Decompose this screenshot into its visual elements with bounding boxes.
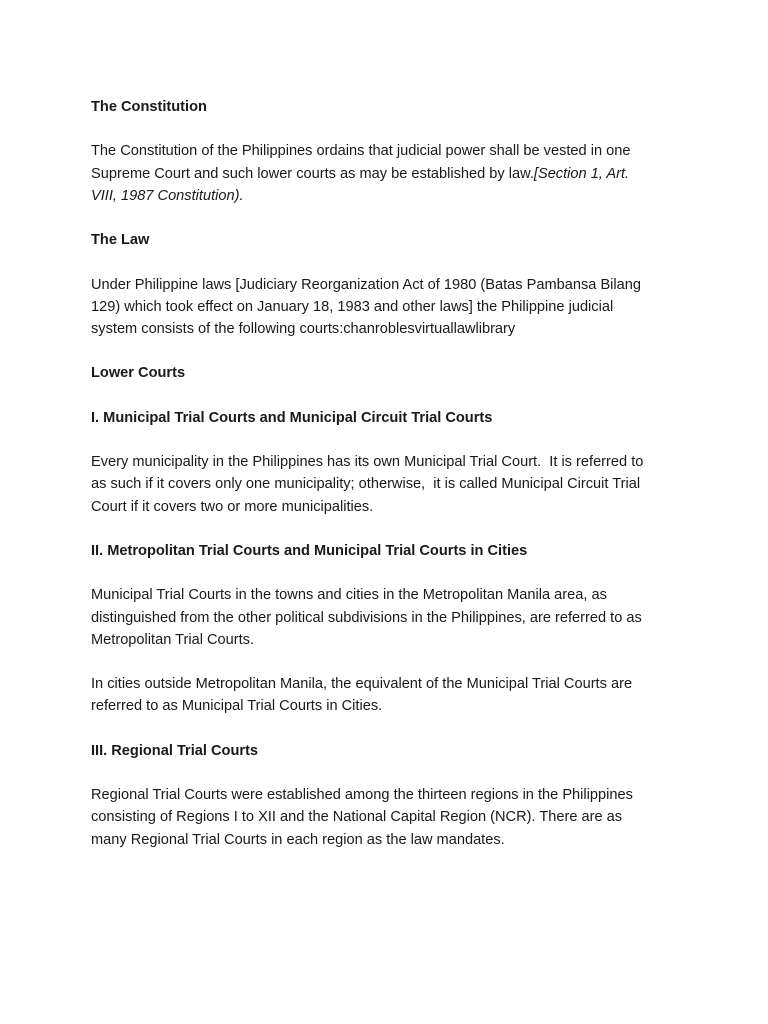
- section-1-heading: I. Municipal Trial Courts and Municipal Circuit Trial Courts: [91, 409, 493, 426]
- section-1-paragraph: [91, 451, 691, 518]
- text-line: Court if it covers two or more municipalities.: [91, 498, 374, 515]
- text-line: Regional Trial Courts were established among the thirteen regions in the Philippines: [91, 787, 633, 804]
- text-line: 129) which took effect on January 18, 1983 and other laws] the Philippine judicial: [91, 298, 614, 315]
- lower-courts-heading: Lower Courts: [91, 365, 186, 382]
- law-heading: The Law: [91, 232, 150, 249]
- text-line: system consists of the following courts:chanroblesvirtuallawlibrary: [91, 320, 516, 337]
- text-line-segment: Supreme Court and such lower courts as may be established by law.: [91, 165, 534, 182]
- text-line: Metropolitan Trial Courts.: [91, 631, 255, 648]
- text-line: as such if it covers only one municipality; otherwise, it is called Municipal Circuit Trial: [91, 476, 641, 493]
- text-line: distinguished from the other political subdivisions in the Philippines, are referred to as: [91, 609, 642, 626]
- text-line: Under Philippine laws [Judiciary Reorganization Act of 1980 (Batas Pambansa Bilang: [91, 276, 642, 293]
- constitution-citation: [Section 1, Art.: [533, 165, 630, 182]
- text-line: Every municipality in the Philippines has its own Municipal Trial Court. It is referred to: [91, 454, 644, 471]
- text-line: In cities outside Metropolitan Manila, the equivalent of the Municipal Trial Courts are: [91, 676, 633, 693]
- text-line: many Regional Trial Courts in each region as the law mandates.: [91, 831, 505, 848]
- section-2-paragraph-2: [91, 673, 691, 717]
- law-paragraph: [91, 274, 691, 341]
- section-3-heading: III. Regional Trial Courts: [91, 742, 259, 759]
- text-line: [91, 163, 691, 185]
- section-2-heading: II. Metropolitan Trial Courts and Municipal Trial Courts in Cities: [91, 542, 528, 559]
- text-line: The Constitution of the Philippines ordains that judicial power shall be vested in one: [91, 143, 631, 160]
- text-line: referred to as Municipal Trial Courts in Cities.: [91, 698, 383, 715]
- section-2-paragraph: [91, 584, 691, 651]
- document-page: [91, 96, 691, 851]
- text-line: consisting of Regions I to XII and the National Capital Region (NCR). There are as: [91, 809, 623, 826]
- section-3-paragraph: [91, 784, 691, 851]
- constitution-heading: The Constitution: [91, 99, 207, 115]
- constitution-paragraph: [91, 140, 691, 207]
- text-line: Municipal Trial Courts in the towns and cities in the Metropolitan Manila area, as: [91, 587, 607, 604]
- constitution-citation-continued: VIII, 1987 Constitution).: [91, 187, 244, 204]
